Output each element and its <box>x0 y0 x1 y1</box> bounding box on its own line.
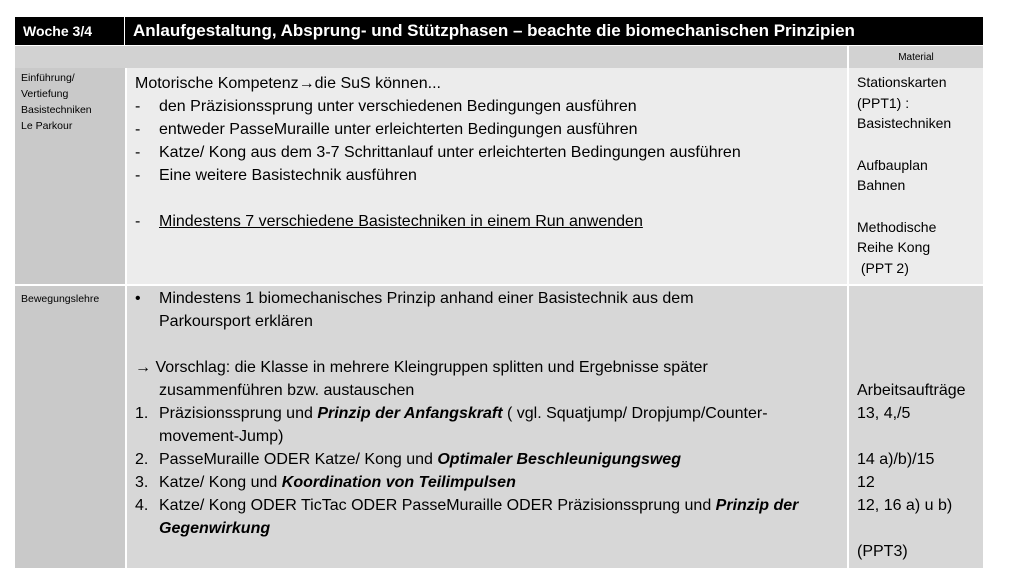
list-item: 2. PasseMuraille ODER Katze/ Kong und Optimaler Beschleunigungsweg <box>135 451 681 468</box>
material-column-header: Material <box>847 46 983 68</box>
material-cell-basistechniken: Stationskarten (PPT1) : Basistechniken Aufbauplan Bahnen Methodische Reihe Kong (PPT 2) <box>847 68 983 284</box>
list-item: - Mindestens 7 verschiedene Basistechniken in einem Run anwenden <box>135 213 643 230</box>
list-item: - entweder PasseMuraille unter erleichterten Bedingungen ausführen <box>135 121 638 138</box>
list-item: • Mindestens 1 biomechanisches Prinzip anhand einer Basistechnik aus dem <box>135 290 694 307</box>
subheader-row <box>15 45 983 68</box>
table-title: Anlaufgestaltung, Absprung- und Stützphasen – beachte die biomechanischen Prinzipien <box>133 21 855 40</box>
list-item: 1. Präzisionssprung und Prinzip der Anfangskraft ( vgl. Squatjump/ Dropjump/Counter- <box>135 405 768 422</box>
row-bewegungslehre <box>15 284 983 568</box>
row-basistechniken <box>15 68 983 284</box>
biomechanics-cell: • Mindestens 1 biomechanisches Prinzip anhand einer Basistechnik aus dem Parkoursport erklären → Vorschlag: die Klasse in mehrere Kleingruppen splitten und Ergebnisse später zusammenführen bzw. austauschen 1. Präzisionssprung und Prinzip der Anfangskraft ( vgl. Squatjump/ Dropjump/Counter- movement-Jump) 2. PasseMuraille ODER Katze/ Kong und Optimaler Beschleunigungsweg 3. Katze/ Kong und Koordination von Teilimpulsen 4. Katze/ Kong ODER TicTac ODER PasseMuraille ODER Präzisionssprung und Prinzip der Gegenwirkung <box>125 286 847 568</box>
week-label: Woche 3/4 <box>15 17 125 45</box>
competence-cell <box>125 68 847 284</box>
row-label-bewegungslehre: Bewegungslehre <box>15 286 125 568</box>
lesson-plan-table <box>15 17 983 568</box>
competence-heading: Motorische Kompetenz → die SuS können... <box>135 72 847 95</box>
arrow-icon: → <box>135 359 151 376</box>
material-cell-bewegungslehre: Arbeitsaufträge 13, 4,/5 14 a)/b)/15 12 12, 16 a) u b) (PPT3) <box>847 286 983 568</box>
arrow-icon: → <box>298 75 315 92</box>
list-item: - den Präzisionssprung unter verschiedenen Bedingungen ausführen <box>135 98 637 115</box>
list-item: - Eine weitere Basistechnik ausführen <box>135 167 417 184</box>
list-item: 4. Katze/ Kong ODER TicTac ODER PasseMuraille ODER Präzisionssprung und Prinzip der <box>135 497 799 514</box>
header-row <box>15 17 983 45</box>
list-item: - Katze/ Kong aus dem 3-7 Schrittanlauf unter erleichterten Bedingungen ausführen <box>135 144 741 161</box>
list-item: 3. Katze/ Kong und Koordination von Teilimpulsen <box>135 474 516 491</box>
row-label-basistechniken: Einführung/ Vertiefung Basistechniken Le Parkour <box>15 68 125 284</box>
proposal-line: → Vorschlag: die Klasse in mehrere Kleingruppen splitten und Ergebnisse später <box>135 356 847 379</box>
